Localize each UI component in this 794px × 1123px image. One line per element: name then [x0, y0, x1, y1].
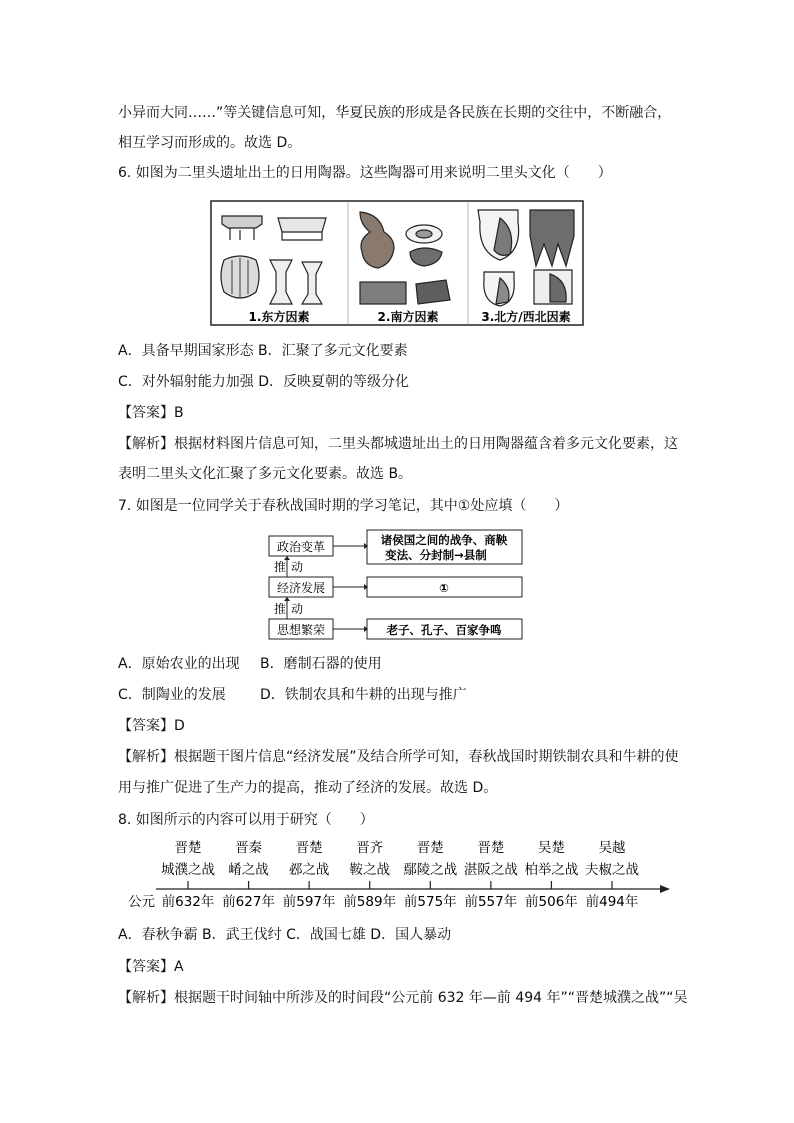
q6-caption-north: 3.北方/西北因素 [481, 310, 571, 324]
intro-line-1: 小异而大同……”等关键信息可知，华夏民族的形成是各民族在长期的交往中，不断融合， [118, 105, 672, 121]
timeline-event-year: 前575年 [403, 894, 457, 910]
q6-stem: 6. 如图为二里头遗址出土的日用陶器。这些陶器可用来说明二里头文化（ ） [118, 165, 612, 181]
q7-stem: 7. 如图是一位同学关于春秋战国时期的学习笔记，其中①处应填（ ） [118, 498, 569, 514]
timeline-event-battle: 鞍之战 [349, 862, 390, 878]
q7-box-thought-label: 思想繁荣 [276, 623, 326, 637]
timeline-start-label: 公元 [128, 894, 155, 910]
q6-caption-south: 2.南方因素 [377, 310, 439, 324]
timeline-event-states: 晋楚 [295, 840, 323, 856]
timeline-event-year: 前506年 [525, 894, 578, 910]
q7-note-politics-line2: 变法、分封制→县制 [385, 548, 487, 562]
q8-answer: 【答案】A [118, 959, 184, 975]
q6-pottery-figure [210, 200, 584, 326]
timeline-event-states: 晋楚 [416, 840, 444, 856]
q7-blank-marker: ① [439, 581, 449, 595]
timeline-event-year: 前557年 [464, 894, 518, 910]
timeline-event-battle: 夫椒之战 [585, 862, 639, 878]
q7-analysis-1: 【解析】根据题干图片信息“经济发展”及结合所学可知，春秋战国时期铁制农具和牛耕的使 [118, 749, 679, 765]
timeline-event-battle: 城濮之战 [161, 862, 215, 878]
timeline-event-states: 吴越 [598, 840, 626, 856]
q7-note-politics-line1: 诸侯国之间的战争、商鞅 [380, 533, 508, 547]
q6-options-cd: C．对外辐射能力加强 D．反映夏朝的等级分化 [118, 374, 410, 390]
q7-push-label: 推 [274, 602, 287, 616]
q8-timeline [118, 838, 674, 912]
timeline-event-year: 前627年 [222, 894, 275, 910]
q7-up-arrow-icon [284, 597, 290, 601]
timeline-event-battle: 邲之战 [288, 862, 330, 878]
q6-answer: 【答案】B [118, 405, 184, 421]
q7-answer: 【答案】D [118, 718, 185, 734]
q6-options-ab: A．具备早期国家形态 B．汇聚了多元文化要素 [118, 343, 408, 359]
q7-move-label: 动 [291, 560, 304, 574]
timeline-event-battle: 湛阪之战 [463, 862, 518, 878]
timeline-event-states: 晋楚 [174, 840, 202, 856]
timeline-event-battle: 柏举之战 [524, 862, 579, 878]
q6-analysis-2: 表明二里头文化汇聚了多元文化要素。故选 B。 [118, 466, 413, 482]
timeline-event-year: 前494年 [585, 894, 639, 910]
timeline-event-battle: 鄢陵之战 [403, 862, 458, 878]
timeline-event-states: 吴楚 [537, 840, 565, 856]
timeline-event-battle: 崤之战 [228, 862, 269, 878]
q7-option-d: D．铁制农具和牛耕的出现与推广 [260, 687, 467, 703]
timeline-event-states: 晋楚 [477, 840, 505, 856]
timeline-event-year: 前597年 [282, 894, 336, 910]
timeline-event-year: 前589年 [343, 894, 397, 910]
timeline-event-states: 晋秦 [235, 840, 263, 856]
timeline-event-states: 晋齐 [356, 840, 384, 856]
timeline-event-year: 前632年 [161, 894, 215, 910]
q8-analysis-1: 【解析】根据题干时间轴中所涉及的时间段“公元前 632 年—前 494 年”“晋楚城濮之战”“吴 [118, 990, 688, 1006]
q8-stem: 8. 如图所示的内容可以用于研究（ ） [118, 812, 374, 828]
q7-box-politics-label: 政治变革 [276, 540, 326, 554]
intro-line-2: 相互学习而形成的。故选 D。 [118, 135, 302, 151]
q8-options: A．春秋争霸 B．武王伐纣 C．战国七雄 D．国人暴动 [118, 927, 452, 943]
q7-option-a: A．原始农业的出现 [118, 656, 240, 672]
q7-option-c: C．制陶业的发展 [118, 687, 226, 703]
q7-option-b: B．磨制石器的使用 [260, 656, 382, 672]
q6-caption-east: 1.东方因素 [248, 310, 310, 324]
q7-push-label: 推 [274, 560, 287, 574]
q7-move-label: 动 [291, 602, 304, 616]
timeline-arrow-icon [660, 885, 670, 893]
q6-analysis-1: 【解析】根据材料图片信息可知，二里头都城遗址出土的日用陶器蕴含着多元文化要素，这 [118, 436, 678, 452]
q7-analysis-2: 用与推广促进了生产力的提高，推动了经济的发展。故选 D。 [118, 780, 498, 796]
q7-box-economy-label: 经济发展 [276, 581, 326, 595]
q7-study-notes-diagram [266, 528, 528, 642]
q7-note-thought: 老子、孔子、百家争鸣 [386, 623, 502, 637]
